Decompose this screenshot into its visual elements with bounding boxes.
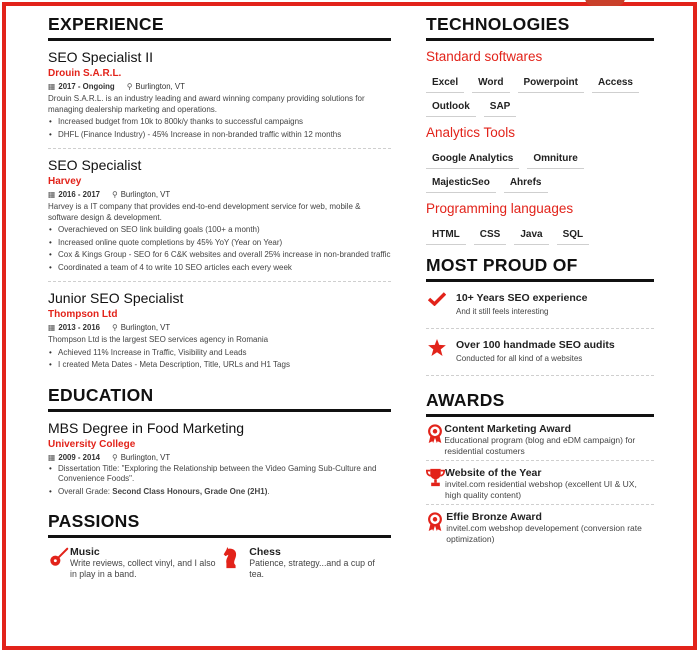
job-description: Drouin S.A.R.L. is an industry leading and award winning company providing solutions for managing dealership marketing and operations.: [48, 94, 365, 114]
list-item: • Achieved 11% Increase in Traffic, Visibility and Leads: [48, 348, 391, 359]
tech-tags: [426, 74, 654, 117]
job-bullets: [48, 117, 391, 140]
proud-item: [426, 282, 654, 329]
tech-tags: [426, 226, 654, 245]
job-meta: [48, 190, 391, 199]
passion-description: Patience, strategy...and a cup of tea.: [249, 558, 375, 579]
trophy-icon: [426, 468, 445, 488]
tech-tag: Access: [592, 74, 639, 93]
job-title: Junior SEO Specialist: [48, 290, 184, 306]
calendar-icon: ▦: [48, 323, 56, 332]
job-dates: 2017 - Ongoing: [58, 82, 115, 91]
job-entry: [48, 282, 391, 379]
education-heading: EDUCATION: [48, 385, 391, 412]
award-item: [426, 417, 654, 461]
education-entry: [48, 412, 391, 504]
tech-tag: Ahrefs: [504, 174, 548, 193]
education-bullets: [48, 464, 391, 498]
list-item: • Overachieved on SEO link building goals (100+ a month): [48, 225, 391, 236]
tech-tag: Google Analytics: [426, 150, 519, 169]
proud-heading: MOST PROUD OF: [426, 255, 654, 282]
list-item: • Dissertation Title: "Exploring the Relationship between the Video Gaming Sub-Culture and Convenience Foods".: [48, 464, 391, 485]
list-item: • Coordinated a team of 4 to write 10 SEO articles each every week: [48, 263, 391, 274]
location-pin-icon: ⚲: [112, 323, 118, 332]
tech-tag: Omniture: [527, 150, 583, 169]
job-dates: 2013 - 2016: [58, 323, 100, 332]
award-description: invitel.com residential webshop (excellent UI & UX, high quality content): [445, 479, 637, 500]
tech-tag: Java: [514, 226, 548, 245]
tech-tag: MajesticSeo: [426, 174, 496, 193]
left-column: [48, 14, 391, 580]
tech-tag: Outlook: [426, 98, 476, 117]
medal-icon: [426, 512, 446, 532]
proud-description: Conducted for all kind of a websites: [456, 354, 583, 363]
education-dates: 2009 - 2014: [58, 452, 100, 462]
proud-item: [426, 329, 654, 376]
job-entry: [48, 41, 391, 149]
guitar-icon: [48, 546, 70, 572]
list-item: • I created Meta Dates - Meta Description, Title, URLs and H1 Tags: [48, 360, 391, 371]
award-description: Educational program (blog and eDM campaign) for residential costumers: [444, 435, 636, 456]
right-column: [426, 14, 654, 548]
passions-heading: PASSIONS: [48, 511, 391, 538]
grade-end: .: [267, 486, 270, 496]
grade-label: Overall Grade:: [58, 486, 113, 496]
award-title: Effie Bronze Award: [446, 511, 542, 523]
chess-knight-icon: [220, 546, 250, 572]
location-pin-icon: ⚲: [112, 452, 118, 462]
company-name: Harvey: [48, 176, 82, 187]
tech-tag: CSS: [474, 226, 507, 245]
award-description: invitel.com webshop developement (conversion rate optimization): [446, 523, 642, 544]
job-meta: [48, 323, 391, 332]
job-entry: [48, 149, 391, 282]
job-meta: [48, 82, 391, 91]
award-title: Website of the Year: [445, 467, 542, 479]
passion-description: Write reviews, collect vinyl, and I also in play in a band.: [70, 558, 216, 579]
location-pin-icon: ⚲: [112, 190, 118, 199]
passion-title: Music: [70, 546, 100, 558]
technologies-heading: TECHNOLOGIES: [426, 14, 654, 41]
award-item: [426, 505, 654, 548]
tech-tag: SQL: [557, 226, 590, 245]
tech-tag: SAP: [484, 98, 517, 117]
calendar-icon: ▦: [48, 452, 56, 462]
job-description: Thompson Ltd is the largest SEO services agency in Romania: [48, 335, 269, 344]
list-item: • Increased budget from 10k to 800k/y thanks to successful campaigns: [48, 117, 391, 128]
passion-item: [220, 546, 392, 580]
company-name: Thompson Ltd: [48, 309, 118, 320]
job-location: Burlington, VT: [120, 323, 171, 332]
degree-title: MBS Degree in Food Marketing: [48, 419, 245, 436]
checkmark-icon: [428, 292, 450, 309]
list-item: [48, 487, 391, 498]
company-name: Drouin S.A.R.L.: [48, 68, 122, 79]
proud-description: And it still feels interesting: [456, 307, 549, 316]
job-bullets: [48, 348, 391, 371]
tech-tags: [426, 150, 654, 193]
location-pin-icon: ⚲: [126, 82, 133, 91]
medal-icon: [426, 424, 444, 444]
award-item: [426, 461, 654, 505]
list-item: • Increased online quote completions by 45% YoY (Year on Year): [48, 238, 391, 249]
passion-item: [48, 546, 220, 580]
tech-group-title: Analytics Tools: [426, 125, 516, 140]
education-location: Burlington, VT: [120, 452, 171, 462]
tech-group-title: Programming languages: [426, 201, 574, 216]
top-decoration: [585, 0, 625, 6]
tech-tag: Word: [472, 74, 509, 93]
education-meta: [48, 453, 391, 462]
experience-heading: EXPERIENCE: [48, 14, 391, 41]
passions-list: [48, 546, 391, 580]
grade-value: Second Class Honours, Grade One (2H1): [112, 486, 268, 496]
star-icon: [428, 339, 450, 359]
tech-tag: HTML: [426, 226, 466, 245]
job-description: Harvey is a IT company that provides end-to-end development service for web, mobile & software design & development.: [48, 202, 361, 222]
list-item: • Cox & Kings Group - SEO for 6 C&K websites and overall 25% increase in non-branded traffic: [48, 250, 391, 261]
job-title: SEO Specialist II: [48, 49, 154, 65]
passion-title: Chess: [249, 546, 281, 558]
calendar-icon: ▦: [48, 82, 56, 91]
list-item: • DHFL (Finance Industry) - 45% Increase in non-branded traffic within 12 months: [48, 130, 391, 141]
job-location: Burlington, VT: [135, 82, 185, 91]
job-title: SEO Specialist: [48, 157, 142, 173]
job-dates: 2016 - 2017: [58, 190, 100, 199]
tech-tag: Powerpoint: [518, 74, 584, 93]
job-location: Burlington, VT: [120, 190, 171, 199]
award-title: Content Marketing Award: [444, 423, 571, 435]
calendar-icon: ▦: [48, 190, 56, 199]
tech-group-title: Standard softwares: [426, 49, 543, 64]
tech-tag: Excel: [426, 74, 464, 93]
awards-heading: AWARDS: [426, 390, 654, 417]
proud-title: 10+ Years SEO experience: [456, 292, 588, 304]
job-bullets: [48, 225, 391, 273]
school-name: University College: [48, 438, 136, 450]
proud-title: Over 100 handmade SEO audits: [456, 339, 615, 351]
